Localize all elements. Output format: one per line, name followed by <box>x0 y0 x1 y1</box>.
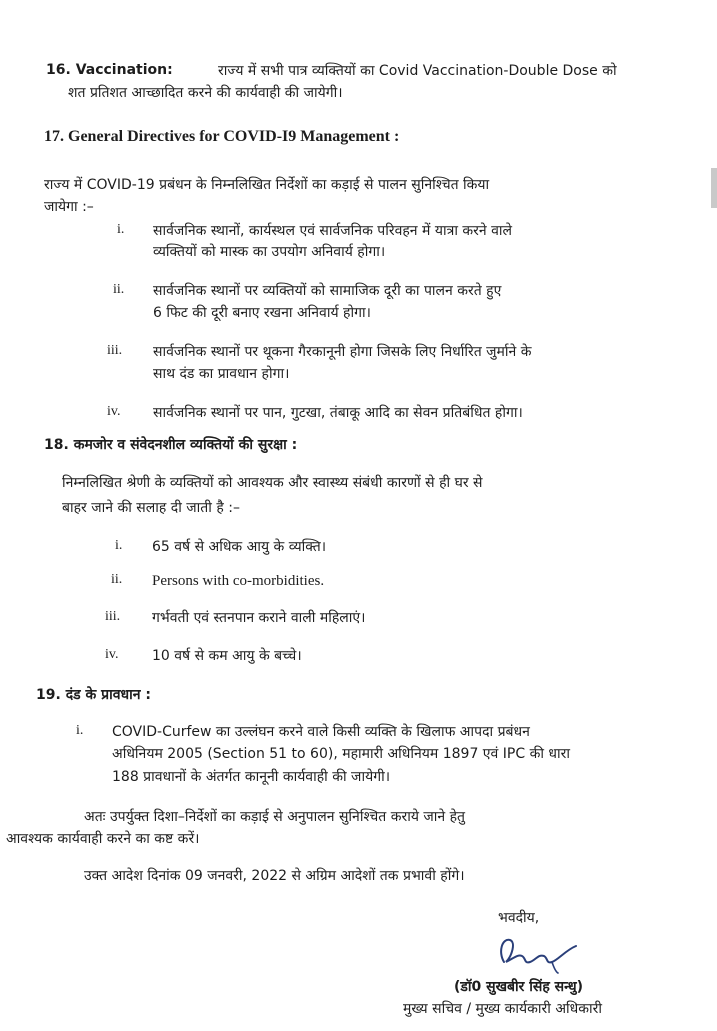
section-18-heading <box>44 435 297 454</box>
section-19-title: दंड के प्रावधान : <box>65 687 151 703</box>
s17-item-text: सार्वजनिक स्थानों, कार्यस्थल एवं सार्वजनिक परिवहन में यात्रा करने वाले <box>153 223 512 239</box>
s17-item-number: i. <box>117 222 125 237</box>
s19-item-line-3: 188 प्रावधानों के अंतर्गत कानूनी कार्यवाही की जायेगी। <box>112 769 391 785</box>
s17-item-text: सार्वजनिक स्थानों पर पान, गुटखा, तंबाकू आदि का सेवन प्रतिबंधित होगा। <box>153 405 523 421</box>
closing-paragraph-line-1: अतः उपर्युक्त दिशा–निर्देशों का कड़ाई से अनुपालन सुनिश्चित कराये जाने हेतु <box>84 809 466 825</box>
effective-date-line: उक्त आदेश दिनांक 09 जनवरी, 2022 से अग्रिम आदेशों तक प्रभावी होंगे। <box>84 868 465 884</box>
s17-item-text-cont: 6 फिट की दूरी बनाए रखना अनिवार्य होगा। <box>153 305 371 321</box>
section-18-title: कमजोर व संवेदनशील व्यक्तियों की सुरक्षा : <box>73 437 298 453</box>
s18-item-text: गर्भवती एवं स्तनपान कराने वाली महिलाएं। <box>152 610 366 626</box>
scan-edge-mark <box>711 168 717 208</box>
s17-item-text: सार्वजनिक स्थानों पर थूकना गैरकानूनी होगा जिसके लिए निर्धारित जुर्माने के <box>153 344 532 360</box>
s19-item-line-1: COVID-Curfew का उल्लंघन करने वाले किसी व्यक्ति के खिलाफ आपदा प्रबंधन <box>112 724 530 740</box>
salutation: भवदीय, <box>498 910 540 926</box>
s19-item-number: i. <box>76 723 84 738</box>
s17-item-number: iv. <box>107 404 121 419</box>
section-16-heading <box>46 62 173 78</box>
s18-item-number: i. <box>115 538 123 553</box>
handwritten-signature <box>492 932 582 974</box>
s17-item-text-cont: साथ दंड का प्रावधान होगा। <box>153 366 290 382</box>
section-16-line-2: शत प्रतिशत आच्छादित करने की कार्यवाही की जायेगी। <box>68 85 343 101</box>
section-17-intro-line-2: जायेगा :– <box>44 199 94 215</box>
s17-item-number: ii. <box>113 282 125 297</box>
s18-item-number: iv. <box>105 647 119 662</box>
section-18-intro-line-1: निम्नलिखित श्रेणी के व्यक्तियों को आवश्यक और स्वास्थ्य संबंधी कारणों से ही घर से <box>62 475 483 491</box>
section-17-title: General Directives for COVID-I9 Management : <box>68 128 400 145</box>
signatory-designation: मुख्य सचिव / मुख्य कार्यकारी अधिकारी <box>403 1001 602 1017</box>
s18-item-number: ii. <box>111 572 123 587</box>
s18-item-text: 65 वर्ष से अधिक आयु के व्यक्ति। <box>152 539 327 555</box>
s17-item-text: सार्वजनिक स्थानों पर व्यक्तियों को सामाजिक दूरी का पालन करते हुए <box>153 283 502 299</box>
s18-item-number: iii. <box>105 609 121 624</box>
section-19-heading <box>36 685 151 704</box>
section-19-number: 19. <box>36 687 61 703</box>
s17-item-text-cont: व्यक्तियों को मास्क का उपयोग अनिवार्य होगा। <box>153 244 386 260</box>
section-17-heading <box>44 128 399 146</box>
section-18-intro-line-2: बाहर जाने की सलाह दी जाती है :– <box>62 500 240 516</box>
s18-item-text: 10 वर्ष से कम आयु के बच्चे। <box>152 648 302 664</box>
section-16-title: Vaccination: <box>75 62 173 78</box>
section-17-number: 17. <box>44 128 64 145</box>
section-17-intro-line-1: राज्य में COVID-19 प्रबंधन के निम्नलिखित निर्देशों का कड़ाई से पालन सुनिश्चित किया <box>44 177 490 193</box>
section-16-line-1: राज्य में सभी पात्र व्यक्तियों का Covid Vaccination-Double Dose को <box>218 63 617 79</box>
s18-item-text: Persons with co-morbidities. <box>152 573 325 589</box>
s17-item-number: iii. <box>107 343 123 358</box>
section-18-number: 18. <box>44 437 69 453</box>
closing-paragraph-line-2: आवश्यक कार्यवाही करने का कष्ट करें। <box>6 831 200 847</box>
signatory-name: (डॉ0 सुखबीर सिंह सन्धु) <box>454 979 584 995</box>
section-16-number: 16. <box>46 62 71 78</box>
s19-item-line-2: अधिनियम 2005 (Section 51 to 60), महामारी अधिनियम 1897 एवं IPC की धारा <box>112 746 570 762</box>
